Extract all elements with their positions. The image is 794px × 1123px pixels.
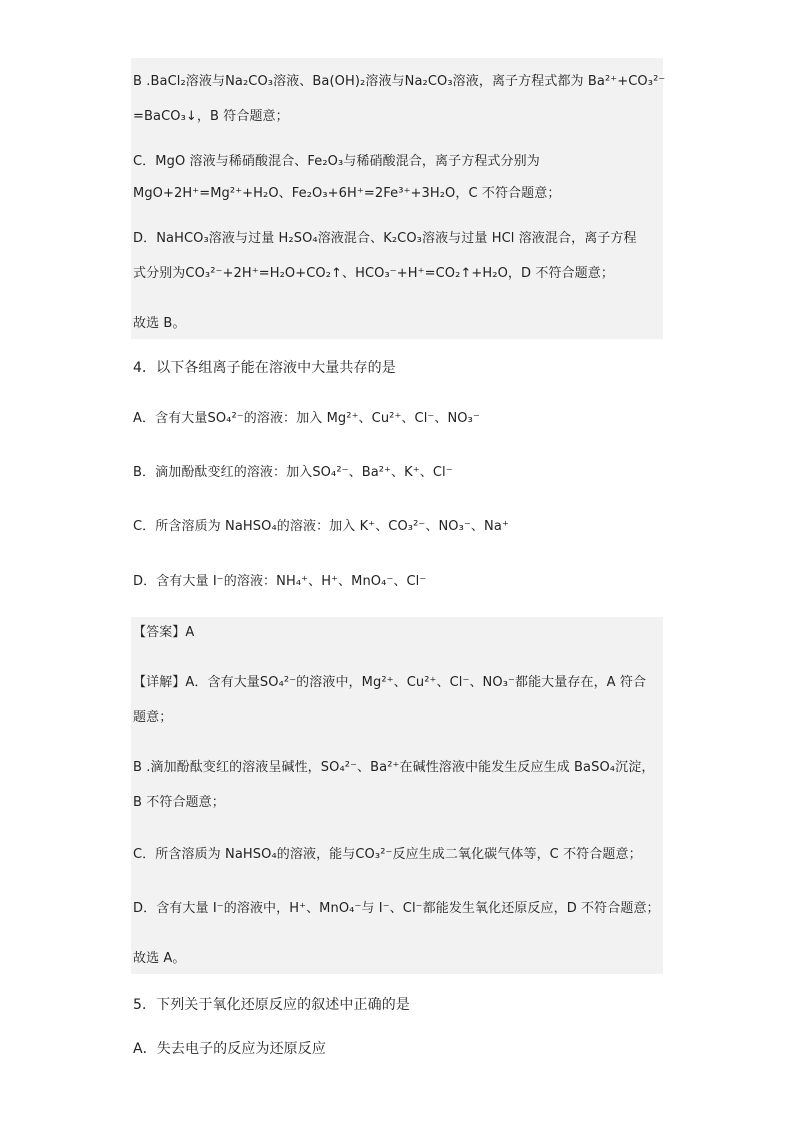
solution-d-line-2: 式分别为CO₃²⁻+2H⁺=H₂O+CO₂↑、HCO₃⁻+H⁺=CO₂↑+H₂O，D 不符合题意； [133,266,614,281]
question-4-option-d: D．含有大量 I⁻的溶液：NH₄⁺、H⁺、MnO₄⁻、Cl⁻ [133,574,427,589]
answer-label: 【答案】A [133,625,195,640]
solution-1-conclusion: 故选 B。 [133,316,186,331]
detail-d: D．含有大量 I⁻的溶液中，H⁺、MnO₄⁻与 I⁻、Cl⁻都能发生氧化还原反应，D 不符合题意； [133,901,660,916]
detail-a-line-2: 题意； [133,710,173,725]
question-4-option-a: A．含有大量SO₄²⁻的溶液：加入 Mg²⁺、Cu²⁺、Cl⁻、NO₃⁻ [133,411,480,426]
detail-a-line-1: 【详解】A．含有大量SO₄²⁻的溶液中，Mg²⁺、Cu²⁺、Cl⁻、NO₃⁻都能大量存在，A 符合 [133,675,647,690]
solution-d-line-1: D．NaHCO₃溶液与过量 H₂SO₄溶液混合、K₂CO₃溶液与过量 HCl 溶液混合，离子方程 [133,231,637,246]
solution-b-line-1: B .BaCl₂溶液与Na₂CO₃溶液、Ba(OH)₂溶液与Na₂CO₃溶液，离子方程式都为 Ba²⁺+CO₃²⁻ [133,74,666,89]
solution-c-line-1: C．MgO 溶液与稀硝酸混合、Fe₂O₃与稀硝酸混合，离子方程式分别为 [133,154,540,169]
solution-c-line-2: MgO+2H⁺=Mg²⁺+H₂O、Fe₂O₃+6H⁺=2Fe³⁺+3H₂O，C 不符合题意； [133,186,561,201]
solution-2-conclusion: 故选 A。 [133,951,186,966]
detail-c: C．所含溶质为 NaHSO₄的溶液，能与CO₃²⁻反应生成二氧化碳气体等，C 不符合题意； [133,847,642,862]
question-4-option-c: C．所含溶质为 NaHSO₄的溶液：加入 K⁺、CO₃²⁻、NO₃⁻、Na⁺ [133,519,509,534]
solution-b-line-2: =BaCO₃↓，B 符合题意； [133,109,289,124]
question-4-option-b: B．滴加酚酞变红的溶液：加入SO₄²⁻、Ba²⁺、K⁺、Cl⁻ [133,465,453,480]
detail-b-line-2: B 不符合题意； [133,795,225,810]
detail-b-line-1: B .滴加酚酞变红的溶液呈碱性，SO₄²⁻、Ba²⁺在碱性溶液中能发生反应生成 BaSO₄沉淀， [133,760,655,775]
question-5-stem: 5．下列关于氧化还原反应的叙述中正确的是 [133,997,410,1013]
question-4-stem: 4．以下各组离子能在溶液中大量共存的是 [133,360,396,376]
question-5-option-a: A．失去电子的反应为还原反应 [133,1041,326,1057]
